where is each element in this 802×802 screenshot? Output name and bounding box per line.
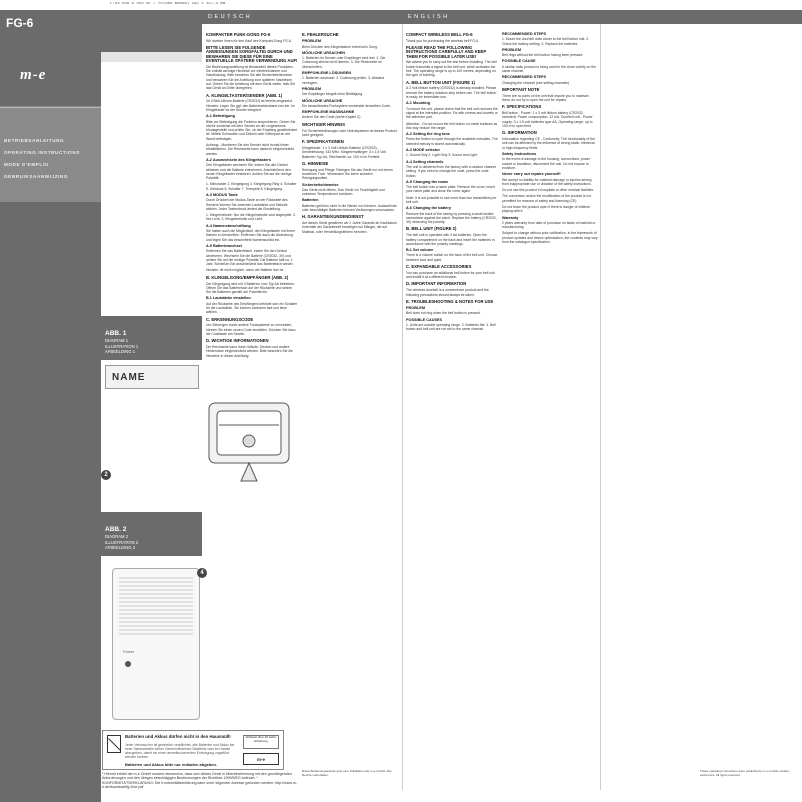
name-plate	[105, 365, 199, 389]
section-heading: POSSIBLE CAUSES	[406, 317, 443, 322]
page-fold-line	[600, 24, 601, 790]
paragraph: Den Klingeltaster wechseln Sie, indem Sie den Deckel abheben und die Batterie entnehmen. Anschließend den neuen Klingeltaster einsetzen. Achten Sie auf die richtige Polarität.	[206, 163, 292, 181]
section-heading: B.1 Set volume	[406, 248, 434, 253]
print-marks: F:03 638 9 450 DE / folded manual 192 x 157,3 mm	[110, 2, 226, 6]
callout-4: 4	[197, 568, 207, 578]
speaker-grille	[119, 577, 193, 637]
paragraph: Der Klingelgong wird mit 3 Batterien vom Typ AA betrieben. Öffnen Sie das Batteriefach auf der Rückseite und setzen Sie die Batterien gemäß der Polarität ein.	[206, 281, 295, 295]
paragraph: Das Gerät nicht öffnen. Das Gerät vor Feuchtigkeit und extremen Temperaturen schützen.	[302, 187, 385, 197]
section-heading: RECOMMENDED STEPS	[502, 75, 547, 80]
paragraph: Entfernen Sie das Batteriefach, indem Sie den Deckel abnehmen. Wechseln Sie die Batterie (CR2032, 3V) und achten Sie auf die richtige Polarität. Die Batterie hält ca. 1 Jahr. Schließen Sie anschließend das Batteriefach wieder.	[206, 249, 294, 267]
english-column-2	[502, 30, 598, 790]
section-heading: E. TROUBLESHOOTING & NOTES FOR USE	[406, 298, 494, 304]
battery-warning-title: Batterien und Akkus dürfen nicht in den Hausmüll!	[125, 734, 231, 739]
german-header-label: DEUTSCH	[208, 14, 253, 20]
section-heading: WICHTIGER HINWEIS	[302, 121, 346, 127]
section-heading: IMPORTANT NOTE	[502, 86, 540, 92]
paragraph: Wir danken Ihnen für den Kauf des Kompakt-Gong FG-6.	[206, 38, 292, 43]
german-page-footer: Diese Bedienungsanleitung ist eine Publikation der m-e GmbH. Alle Rechte vorbehalten.	[302, 769, 392, 777]
abb1-line: ILLUSTRATION 1	[105, 343, 139, 349]
paragraph: Thank you for purchasing the wireless bell FG-6.	[406, 38, 479, 43]
brand-logo: m-e	[20, 67, 47, 83]
section-heading: COMPACT WIRELESS BELL FG-6	[406, 32, 473, 37]
language-de: BETRIEBSANLEITUNG	[4, 138, 65, 143]
paragraph: Sie haben auch die Möglichkeit, den Klingeltaster mit Ihrem Namen zu beschriften. Entfernen Sie dazu die Abdeckung und legen Sie das beschriftete Namensschild ein.	[206, 229, 296, 242]
paragraph: You can purchase an additional bell button for your bell unit and install it at a different location.	[406, 270, 495, 280]
paragraph: Im 3 Bett-Lithium-Batterie (CR2032) ist bereits eingesetzt. Hinweis: Legen Sie ggf. den Batteriewiderstand neu ein. Im Klingeltaster ist der Sender integriert.	[206, 99, 295, 112]
paragraph: Reinigung und Pflege: Reinigen Sie das Gerät nur mit einem trockenen Tuch. Verwenden Sie keine scharfen Reinigungsmittel.	[302, 167, 393, 181]
section-heading: A.3 MODUS Taste	[206, 193, 238, 197]
paragraph: Um Störungen durch andere Funksysteme zu vermeiden, können Sie einen neuen Code einstellen. Drücken Sie dazu die Codetaste am Sender.	[206, 323, 296, 337]
abb2-line: AFBEELDING 2	[105, 545, 136, 551]
section-heading: C. EXPANDABLE ACCESSORIES	[406, 264, 472, 270]
section-heading: H. GARANTIE/KUNDENDIENST	[302, 214, 364, 220]
paragraph: Achtung - Montieren Sie den Sender nicht frontal hinter Metallflächen. Die Reichweite kann dadurch eingeschränkt werden.	[206, 143, 295, 156]
paragraph: A similar radio product is being used in the close vicinity on the same channel.	[502, 64, 597, 74]
paragraph: Die Bedienungsanleitung ist Bestandteil dieses Produktes. Sie enthält wichtige Hinweise zur Inbetriebnahme und Handhabung. Bitte beachten Sie alle Sicherheitshinweise und bewahren Sie die Anleitung zum späteren Nachlesen auf. Geben Sie die Anleitung mit dem Gerät weiter, falls Sie das Gerät an Dritte übergeben.	[206, 64, 295, 91]
paragraph: Attention - Do not mount the bell button on metal surfaces as this may reduce the range.	[406, 121, 498, 130]
section-heading: B.1 Lautstärke einstellen	[206, 296, 251, 301]
model-title: FG-6	[6, 16, 34, 30]
paragraph: Bell button - Power: 1 x 3 volt lithium battery (CR2032, included). Power consumption: 12 mA. Doorbell unit - Power supply: 3 x 1.5 volt batteries type AA. Operating range: up to 100 m in open field.	[502, 111, 593, 129]
abb1-title: ABB. 1	[105, 330, 127, 337]
section-heading: D. WICHTIGE INFORMATIONEN	[206, 338, 269, 344]
language-en: OPERATING INSTRUCTIONS	[4, 150, 80, 155]
section-heading: KOMPAKTER FUNK-GONG FG-6	[206, 32, 271, 37]
section-heading: Safety instructions	[502, 152, 537, 157]
battery-warning-footer: Batterien und Akkus bitte nur entladen abgeben.	[125, 762, 218, 767]
paragraph: 2 years warranty from date of purchase on faults of material or manufacturing.	[502, 220, 596, 230]
section-heading: A.1 Mounting	[406, 101, 431, 106]
paragraph: 1. Units are outside operating range. 2. Batteries flat. 3. Bell button and bell unit are not set to the same channel.	[406, 323, 496, 332]
section-heading: A.1 Befestigung	[206, 114, 235, 119]
english-header-label: ENGLISH	[408, 14, 450, 20]
paragraph: Remove the back of the casing by pressing a small slotted screwdriver against the catch. Replace the battery (CR2032, 3V) observing the polarity.	[406, 211, 497, 225]
language-list	[4, 138, 100, 188]
paragraph: 1. Mount the doorbell units closer to the bell button unit. 2. Check the battery setting. 3. Replace the batteries.	[502, 37, 590, 46]
section-heading: PROBLEM	[302, 39, 321, 44]
cover-divider	[0, 107, 101, 108]
paragraph: In the event of damage to the housing, connections, power socket or insulation, disconnect the unit. Do not expose to moisture.	[502, 157, 591, 170]
conformity-footnote: * Hiermit erklärt die m-e GmbH modern-electronics, dass sich dieses Gerät in Übereinstimmung mit den grundlegenden Anforderungen und den übrigen einschlägigen Bestimmungen der Richtlinie 1999/5/EG befindet. * KONFORMITÄTSERKLÄRUNG: Die Konformitätserklärung kann unter folgender Adresse gefunden werden: http://www.m-e.de/download/fg-6/ce.pdf	[102, 772, 297, 790]
abb2-line: ILLUSTRATION 2	[105, 539, 139, 545]
section-heading: A.4 Setting channels	[406, 159, 444, 164]
name-plate-text: NAME	[112, 372, 146, 383]
paragraph: Press the button to cycle through the available melodies. The selected melody is stored automatically.	[406, 137, 498, 146]
paragraph: Information regarding CE - Conformity. The functionality of the unit can be affected by the influence of strong static, electrical or high-frequency fields.	[502, 137, 595, 150]
paragraph: There is a volume switch on the back of the bell unit. Choose between loud and quiet.	[406, 253, 498, 262]
section-heading: EMPFOHLENE LÖSUNGEN	[302, 71, 351, 76]
section-heading: A.5 Batteriewechsel	[206, 243, 242, 248]
section-heading: E. FEHLERSUCHE	[302, 32, 339, 37]
abb2-title: ABB. 2	[105, 526, 127, 533]
paragraph: Do not leave the product open if there is danger of children playing with it.	[502, 205, 591, 214]
paragraph: 1. Batterien wechseln. 2. Codierung prüfen. 3. Abstand verringern.	[302, 76, 385, 85]
section-heading: BITTE LESEN SIE FOLGENDE ANWEISUNGEN SORGFÄLTIG DURCH UND BEWAHREN SIE DIESE FÜR EINE EVENTUELLE SPÄTERE VERWENDUNG AUF!	[206, 45, 298, 63]
illustration-top-band	[101, 10, 202, 52]
section-heading: G. HINWEISE	[302, 160, 329, 166]
section-heading: RECOMMENDED STEPS	[502, 32, 547, 36]
paragraph: The bell button has a name plate. Remove the cover, insert your name plate and close the cover again.	[406, 185, 495, 194]
section-heading: Warranty	[502, 215, 519, 220]
section-heading: A.4 Namensbeschriftung	[206, 223, 251, 228]
paragraph: Bell rings without the bell button having been pressed.	[502, 53, 584, 58]
section-heading: Batterien	[302, 198, 319, 203]
paragraph: 1. Klingelmelodie: Nur die Klingelmelodie wird abgespielt. 2. Nur Licht. 3. Klingelmelodie und Licht.	[206, 213, 296, 222]
english-page-footer: These operating instructions were published by m-e GmbH modern-electronics. All rights reserved.	[700, 769, 791, 777]
paragraph: Ein benachbartes Funksystem verwendet denselben Code.	[302, 103, 391, 108]
section-heading: PROBLEM	[502, 47, 521, 52]
section-heading: MÖGLICHE URSACHE	[302, 98, 343, 103]
english-column-1	[406, 30, 498, 790]
paragraph: Auf der Rückseite des Empfängers befindet sich ein Schalter für die Lautstärke. Sie können zwischen laut und leise wählen.	[206, 301, 298, 315]
german-column-2	[302, 30, 398, 790]
paragraph: Note: It is not possible to use more than two transmitters per bell unit.	[406, 195, 497, 204]
abb1-line: AFBEELDING 1	[105, 349, 136, 355]
paragraph: The unit is delivered from the factory with a random channel setting. If you need to change the code, press the code button.	[406, 164, 496, 178]
german-section-header	[202, 10, 402, 24]
section-heading: A. KLINGELTASTER/SENDER (ABB. 1)	[206, 92, 283, 98]
paragraph: Für Sicherheitslösungen oder Notrufsysteme ist dieses Produkt nicht geeignet.	[302, 128, 397, 137]
paragraph: Klingeltaster: 1 x 3 Volt Lithium Batterie (CR2032), Sendeleistung: 433 MHz. Klingelempfänger: 3 x 1,5 Volt Batterien Typ AA, Reichweite: ca. 100 m im Freifeld.	[302, 145, 386, 159]
paragraph: To mount the unit, please check that the bell unit receives the signal at the intended position. Fix with screws and dowels or the adhesive pad.	[406, 106, 498, 120]
paragraph: 1. Mikrotaster 2. Klingelgong 3. Klingelgong Ring 4. Schalter 5. Gehäuse 6. Schalter 7. Trompete 8. Klingelgong	[206, 182, 297, 191]
section-heading: C. ERKENNUNGSCODE	[206, 316, 254, 322]
section-heading: MÖGLICHE URSACHEN	[302, 50, 346, 55]
paragraph: Hinweis: Ist nicht möglich, wenn die Batterie leer ist.	[206, 268, 285, 273]
paragraph: Ändern Sie den Code (siehe Kapitel C).	[302, 115, 362, 120]
paragraph: Batterien gehören nicht in die Hände von Kindern. Auslaufende oder beschädigte Batterien können Verätzungen verursachen.	[302, 203, 397, 212]
illustration-sub-band	[101, 52, 202, 62]
german-column-1	[206, 30, 298, 790]
power-label: Power	[123, 649, 135, 654]
section-heading: PROBLEM	[406, 306, 425, 311]
section-heading: Never carry out repairs yourself!	[502, 172, 561, 177]
english-section-header	[402, 10, 802, 24]
crossed-bin-icon	[107, 735, 121, 753]
paragraph: The bell unit is operated with 3 AA batteries. Open the battery compartment on the back and insert the batteries in accordance with the polarity markings.	[406, 233, 495, 246]
paragraph: Do not use this product in hospitals or other medical facilities.	[502, 188, 594, 193]
paragraph: Beim Drücken des Klingeltasters ertönt kein Gong.	[302, 44, 378, 49]
brand-logo-small: m-e	[243, 753, 279, 765]
section-heading: POSSIBLE CAUSE	[502, 59, 536, 64]
section-heading: B. KLINGELGONG/EMPFÄNGER (ABB. 2)	[206, 274, 289, 280]
section-heading: B. BELL UNIT (FIGURE 2)	[406, 226, 457, 232]
section-heading: G. INFORMATION	[502, 130, 537, 136]
paragraph: Durch Drücken der Modus-Taste an der Rückseite des Senders können Sie zwischen Lautstärke und Melodie wählen. Jeder Tastendruck ändert die Einstellung.	[206, 198, 288, 211]
cover-panel	[0, 10, 101, 802]
abb1-caption	[105, 330, 175, 364]
experience-badge: Weltweit über 20 Jahre Erfahrung	[243, 735, 279, 749]
battery-warning-text: Jeder Verbraucher ist gesetzlich verpflichtet, alle Batterien und Akkus bei einer Sammelstelle seiner Gemeinde/seines Stadtteils oder im Handel abzugeben, damit sie einer umweltschonenden Entsorgung zugeführt werden können.	[125, 743, 235, 759]
section-heading: F. SPECIFICATIONS	[502, 104, 542, 110]
section-heading: F. SPEZIFIKATIONEN	[302, 139, 344, 145]
section-heading: A.2 Setting the ring tone	[406, 132, 450, 137]
abb2-caption	[105, 526, 175, 560]
section-heading: A.5 Changing the name	[406, 179, 449, 184]
callout-2: 2	[101, 470, 111, 480]
section-heading: Sicherheitshinweise	[302, 182, 339, 187]
section-heading: A.3 MODE selector	[406, 148, 440, 153]
section-heading: D. IMPORTANT INFORMATION	[406, 281, 467, 287]
page-fold-line	[402, 24, 403, 790]
language-nl: GEBRUIKSAANWIJZING	[4, 174, 69, 179]
paragraph: A 3 Volt lithium battery (CR2032) is already installed. Please remove the battery isolation strip before use. The bell button is ready for immediate use.	[406, 86, 497, 100]
paragraph: Subject to change without prior notification. In the framework of product updates and device optimisation, the contents may vary from the catalogue specification.	[502, 231, 598, 245]
paragraph: Bitte vor Befestigung die Funktion ausprobieren. Gehen Sie hierfür zunächst mit dem Sender an die vorgesehene Montagestelle und prüfen Sie, ob der Empfang gewährleistet ist. Mittels Schrauben und Dübeln oder Klebepad an der Wand befestigen.	[206, 119, 298, 141]
paragraph: Bell does not ring when the bell button is pressed.	[406, 311, 481, 316]
section-heading: EMPFOHLENE MASSNAHME	[302, 110, 355, 115]
paragraph: Die Reichweite kann durch Wände, Decken und andere Hindernisse eingeschränkt werden. Bitte beachten Sie die Hinweise in dieser Anleitung.	[206, 345, 293, 358]
abb2-line: DIAGRAM 2	[105, 534, 129, 539]
paragraph: Auf dieses Gerät gewähren wir 2 Jahre Garantie ab Kaufdatum. Innerhalb der Garantiezeit beseitigen wir Mängel, die auf Material- oder Herstellungsfehlern beruhen.	[302, 221, 398, 234]
paragraph: There are no parts on the unit that require you to maintain them; do not try to open the unit for repairs.	[502, 93, 589, 103]
section-heading: PROBLEM	[302, 86, 321, 91]
section-heading: A.2 Auswechseln des Klingeltasters	[206, 157, 271, 162]
volume-knob	[125, 661, 131, 667]
section-heading: A.6 Changing the battery	[406, 206, 451, 211]
paragraph: The conversion and/or the modification of the product is not permitted for reasons of safety and licensing (CE).	[502, 194, 592, 203]
paragraph: We accept no liability for material damage or injuries arising from inappropriate use or violation of the safety instructions.	[502, 177, 592, 186]
language-fr: MODE D'EMPLOI	[4, 162, 49, 167]
paragraph: 1. Sound Only 2. Light Only 3. Sound and Light.	[406, 153, 478, 158]
paragraph: We advise you to carry out the test before installing. The bell button transmits a signal to the bell unit, which activates the bell. The operating range is up to 100 metres, depending on the type of building.	[406, 60, 497, 78]
bell-unit-illustration	[112, 568, 200, 720]
paragraph: Der Empfänger klingelt ohne Betätigung.	[302, 92, 364, 97]
paragraph: The wireless doorbell is a convenience product and the following precautions should always be taken.	[406, 288, 489, 297]
abb1-line: DIAGRAM 1	[105, 338, 129, 343]
paragraph: 1. Batterien im Sender oder Empfänger sind leer. 2. Die Codierung stimmt nicht überein. 3. Die Reichweite ist überschritten.	[302, 56, 386, 69]
paragraph: Changing the channel (see setting channels).	[502, 80, 571, 85]
section-heading: PLEASE READ THE FOLLOWING INSTRUCTIONS CAREFULLY AND KEEP THEM FOR POSSIBLE LATER USE!	[406, 45, 487, 59]
section-heading: A. BELL BUTTON UNIT (FIGURE 1)	[406, 79, 475, 85]
